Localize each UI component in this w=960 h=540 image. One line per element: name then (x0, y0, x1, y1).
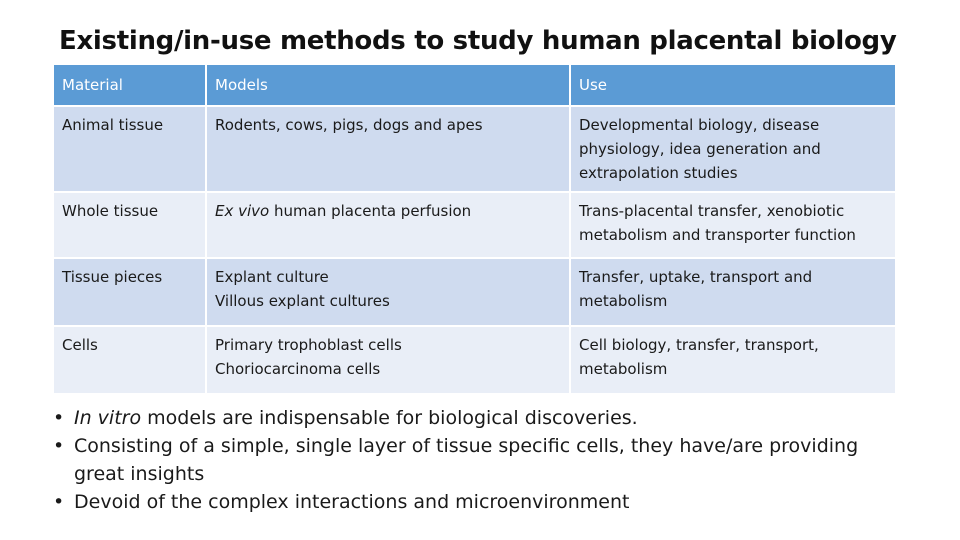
table-row (53, 258, 896, 326)
table-row (53, 326, 896, 394)
models-line: Rodents, cows, pigs, dogs and apes (215, 116, 483, 134)
cell-models (206, 258, 570, 326)
cell-models (206, 106, 570, 192)
models-rest-text: human placenta perfusion (269, 202, 472, 220)
models-line: Villous explant cultures (215, 292, 390, 310)
header-material: Material (53, 64, 206, 106)
bullet-item (53, 488, 913, 516)
use-text: Developmental biology, disease physiology, idea generation and extrapolation studies (579, 116, 821, 182)
bullet-dot-icon: • (53, 407, 65, 429)
slide-title: Existing/in-use methods to study human placental biology (59, 26, 897, 56)
cell-use (570, 326, 896, 394)
bullet-dot-icon: • (53, 435, 65, 457)
cell-material: Animal tissue (53, 106, 206, 192)
models-line: Primary trophoblast cells (215, 336, 402, 354)
models-line: Choriocarcinoma cells (215, 360, 381, 378)
cell-models (206, 192, 570, 258)
bullet-text: Consisting of a simple, single layer of tissue specific cells, they have/are providing great insights (74, 435, 859, 485)
cell-use (570, 258, 896, 326)
methods-table (52, 63, 897, 395)
cell-material: Cells (53, 326, 206, 394)
cell-material: Tissue pieces (53, 258, 206, 326)
use-text: Trans-placental transfer, xenobiotic metabolism and transporter function (579, 202, 856, 244)
table-header-row (53, 64, 896, 106)
table-row (53, 192, 896, 258)
table-row (53, 106, 896, 192)
bullet-item (53, 432, 913, 488)
cell-use (570, 192, 896, 258)
bullet-text: models are indispensable for biological discoveries. (141, 407, 638, 429)
header-use: Use (570, 64, 896, 106)
bullet-italic-text: In vitro (74, 407, 142, 429)
bullet-dot-icon: • (53, 491, 65, 513)
models-line: Explant culture (215, 268, 329, 286)
bullet-list (53, 404, 913, 516)
bullet-text: Devoid of the complex interactions and microenvironment (74, 491, 630, 513)
cell-models (206, 326, 570, 394)
bullet-item (53, 404, 913, 432)
models-line (215, 199, 561, 223)
use-text: Cell biology, transfer, transport, metabolism (579, 336, 819, 378)
header-models: Models (206, 64, 570, 106)
cell-material: Whole tissue (53, 192, 206, 258)
cell-use (570, 106, 896, 192)
models-italic-text: Ex vivo (215, 202, 270, 220)
use-text: Transfer, uptake, transport and metabolism (579, 268, 813, 310)
